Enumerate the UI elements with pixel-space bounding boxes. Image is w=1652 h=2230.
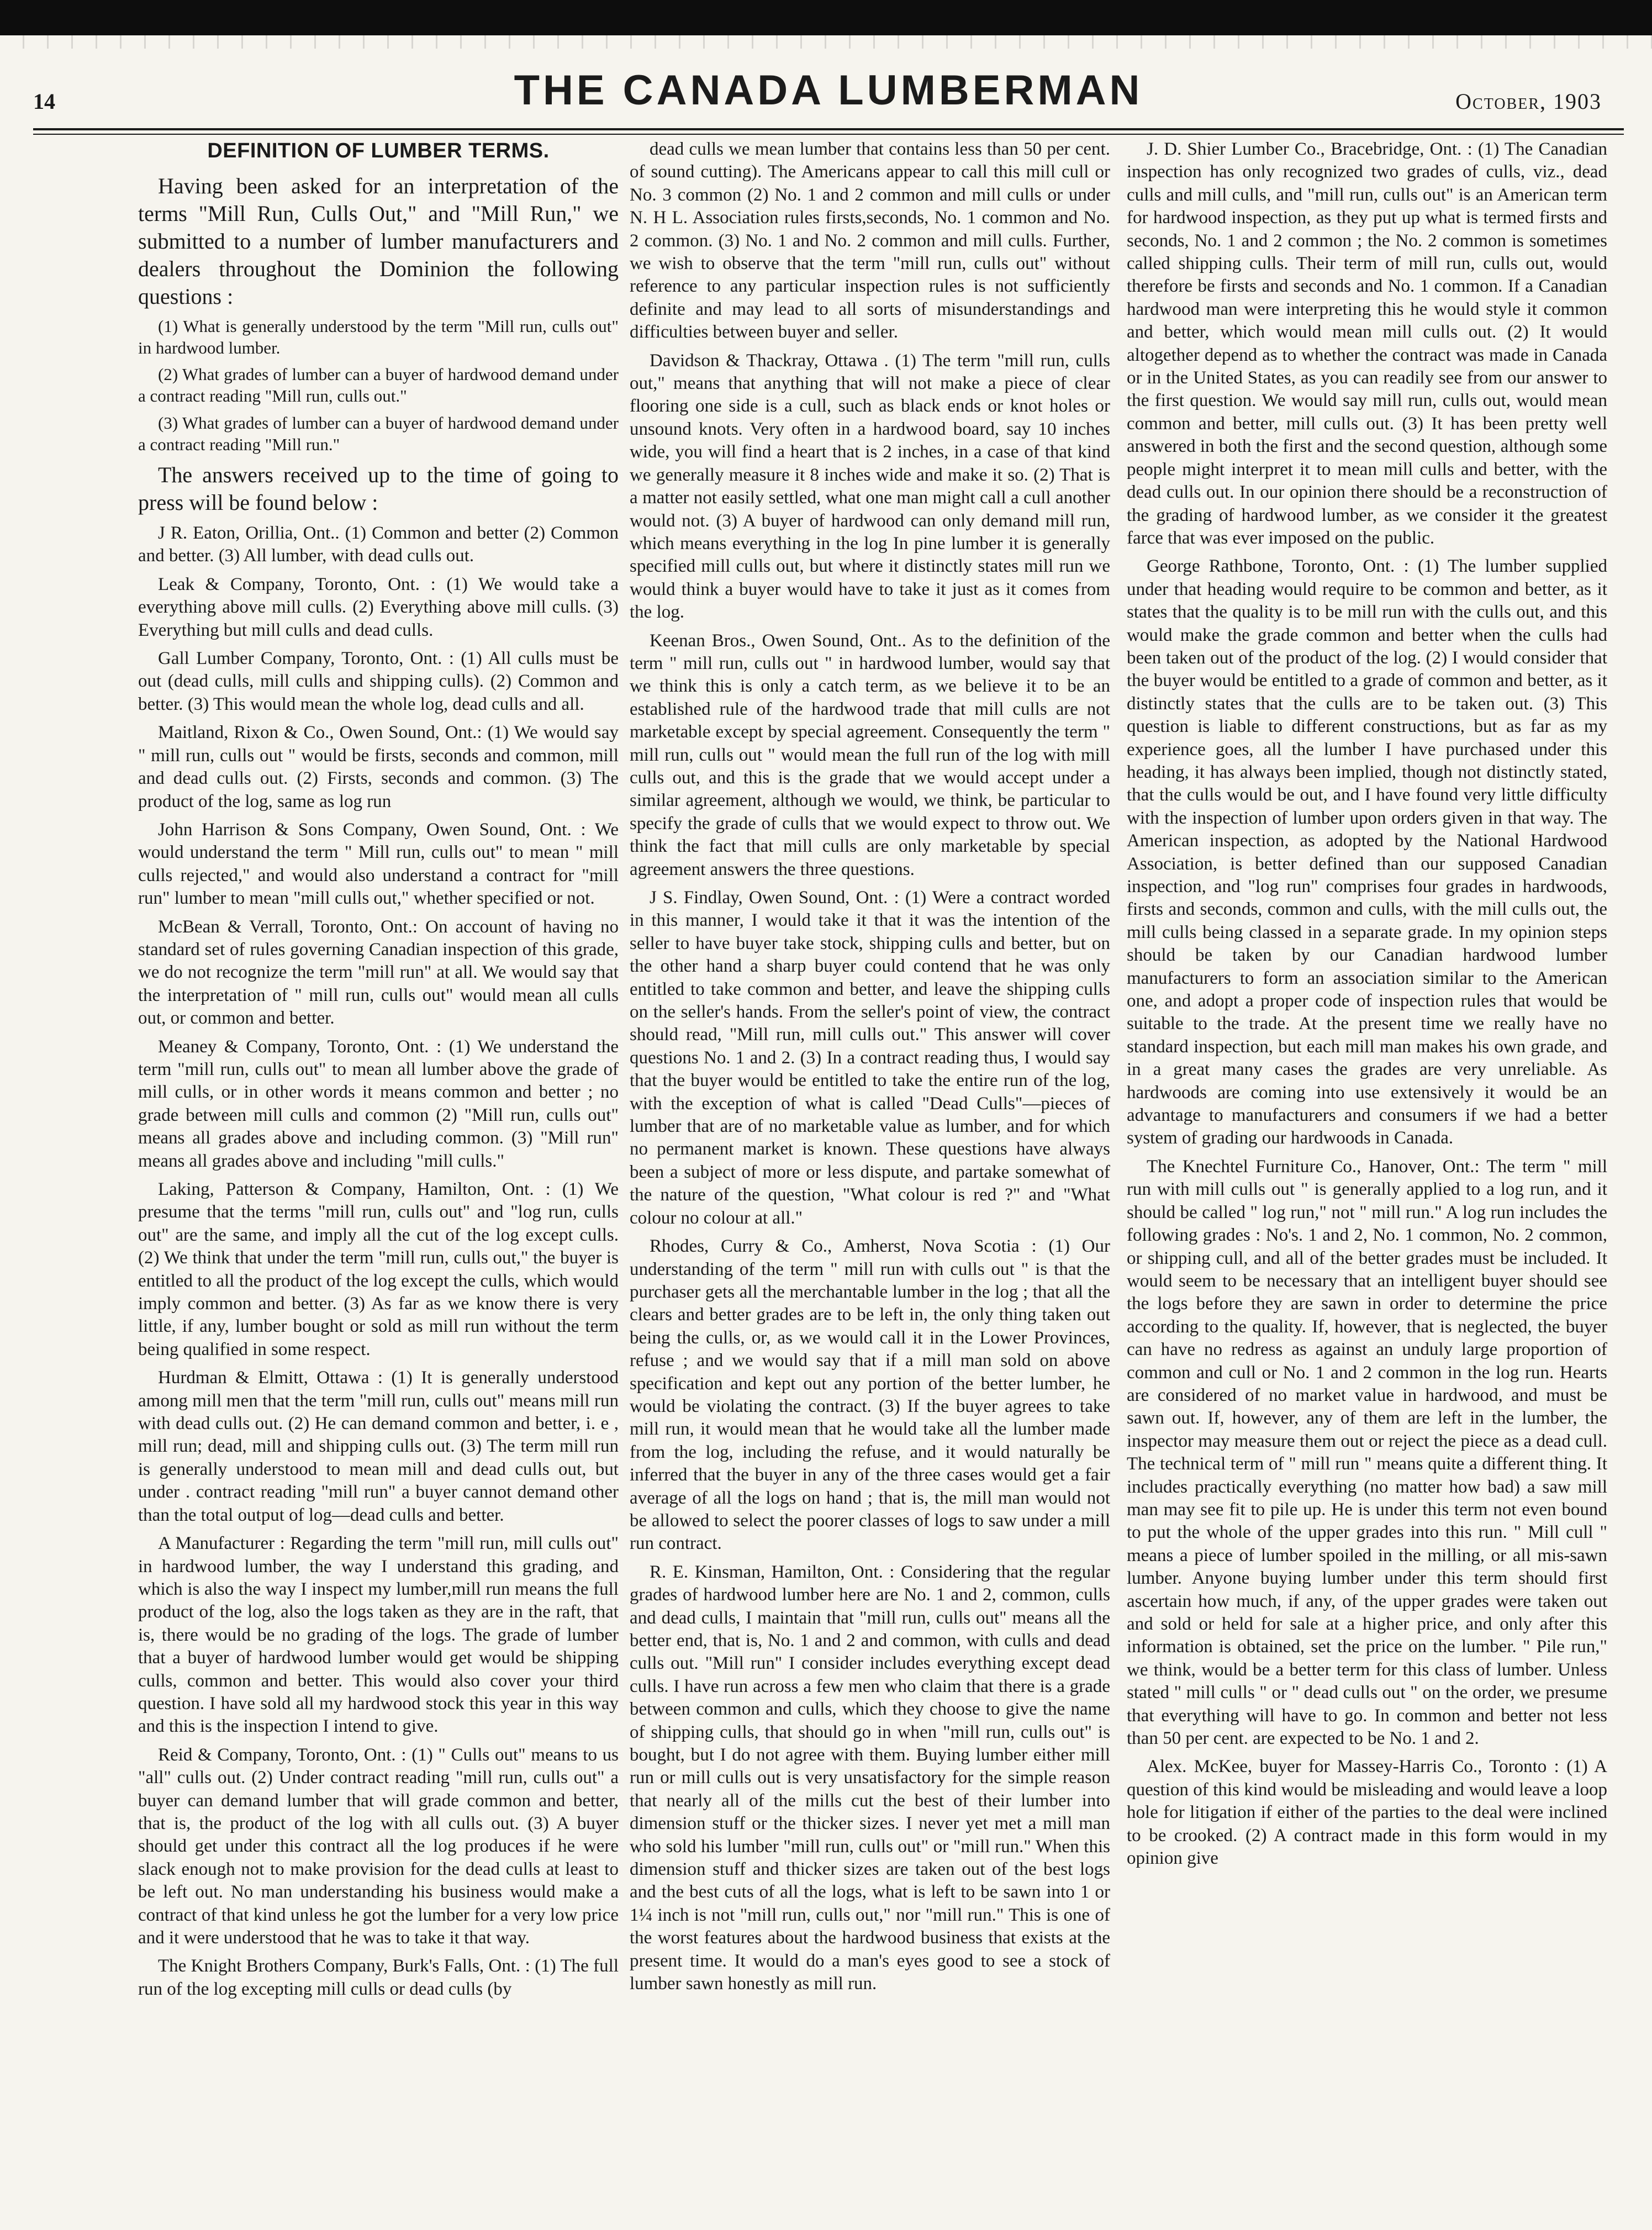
answer-paragraph: A Manufacturer : Regarding the term "mill run, mill culls out" in hardwood lumber, the way I understand this grading, and which is also the way I inspect my lumber,mill run means the full product of the log, also the logs taken as they are in the raft, that is, there would be no grading of the logs. The grade of lumber that a buyer of hardwood lumber would get would be shipping culls, common and better. This would also cover your third question. I have sold all my hardwood stock this year in this way and this is the inspection I intend to give.: [138, 1533, 619, 1737]
column-1: [138, 138, 619, 2204]
answer-paragraph: J S. Findlay, Owen Sound, Ont. : (1) Were a contract worded in this manner, I would take it that it was the intention of the seller to have buyer take stock, shipping culls and better, but on the other hand a sharp buyer could contend that he was only entitled to take common and better, and leave the shipping culls on the seller's hands. From the seller's point of view, the contract should read, "Mill run, mill culls out." This answer will cover questions No. 1 and 2. (3) In a contract reading thus, I would say that the buyer would be entitled to take the entire run of the log, with the exception of what is called "Dead Culls"—pieces of lumber that are of no marketable value as lumber, and for which no permanent market is known. These questions have always been a subject of more or less dispute, and partake somewhat of the nature of the question, "What colour is red ?" and "What colour no colour at all.": [630, 888, 1110, 1228]
answer-paragraph: Davidson & Thackray, Ottawa . (1) The term "mill run, culls out," means that anything that will not make a piece of clear flooring one side is a cull, such as black ends or knot holes or unsound knots. Very often in a hardwood board, say 10 inches wide, you will find a heart that is 2 inches, in a case of that kind we generally measure it 8 inches wide and make it so. (2) That is a matter not easily settled, what one man might call a cull another would not. (3) A buyer of hardwood can only demand mill run, which means everything in the log In pine lumber it is generally specified mill culls out, but where it distinctly states mill run we would think a buyer would have to take it just as it comes from the log.: [630, 350, 1110, 623]
column-1-body: [138, 522, 619, 2001]
answer-paragraph: J R. Eaton, Orillia, Ont.. (1) Common and better (2) Common and better. (3) All lumber, with dead culls out.: [138, 523, 619, 566]
masthead-title: THE CANADA LUMBERMAN: [514, 67, 1143, 114]
answer-paragraph: Maitland, Rixon & Co., Owen Sound, Ont.: (1) We would say " mill run, culls out " would be firsts, seconds and common, mill and dead culls out. (2) Firsts, seconds and common. (3) The product of the log, same as log run: [138, 723, 619, 811]
scan-noise: [0, 35, 1652, 49]
issue-date: October, 1903: [1455, 89, 1602, 114]
question-item: (2) What grades of lumber can a buyer of hardwood demand under a contract reading "Mill run, culls out.": [138, 365, 619, 406]
header-rule: [33, 128, 1624, 130]
question-item: (1) What is generally understood by the term "Mill run, culls out" in hardwood lumber.: [138, 316, 619, 357]
answer-paragraph: Rhodes, Curry & Co., Amherst, Nova Scotia : (1) Our understanding of the term " mill run with culls out " is that the purchaser gets all the merchantable lumber in the log ; that all the clears and better grades are to be left in, the only thing taken out being the culls, or, as we would call it in the Lower Provinces, refuse ; and we would say that if a mill man sold on above specification and kept out any portion of the better lumber, he would be violating the contract. (3) If the buyer agrees to take mill run, it would mean that he would take all the lumber made from the log, including the refuse, and it would naturally be inferred that the buyer in any of the three cases would get a fair average of all the logs on hand ; that is, the mill man would not be allowed to select the poorer classes of logs to saw under a mill run contract.: [630, 1236, 1110, 1554]
answer-paragraph: McBean & Verrall, Toronto, Ont.: On account of having no standard set of rules governing Canadian inspection of this grade, we do not recognize the term "mill run" at all. We would say that the interpretation of " mill run, culls out" would mean all culls out, or common and better.: [138, 916, 619, 1029]
questions-list: [138, 316, 619, 456]
answer-paragraph: Hurdman & Elmitt, Ottawa : (1) It is generally understood among mill men that the term "mill run, culls out" means mill run with dead culls out. (2) He can demand common and better, i. e , mill run; dead, mill and shipping culls out. (3) The term mill run is generally understood to mean mill and dead culls out, but under . contract reading "mill run" a buyer cannot demand other than the total output of log—dead culls and better.: [138, 1368, 619, 1525]
column-2: [630, 138, 1110, 2204]
answer-paragraph: John Harrison & Sons Company, Owen Sound, Ont. : We would understand the term " Mill run, culls out" to mean " mill culls rejected," and would also understand a contract for "mill run" lumber to mean "mill culls out," whether specified or not.: [138, 819, 619, 909]
answer-paragraph: Keenan Bros., Owen Sound, Ont.. As to the definition of the term " mill run, culls out " in hardwood lumber, would say that we think this is only a catch term, as we believe it to be an established rule of the hardwood trade that mill culls are not marketable except by special agreement. Consequently the term " mill run, culls out " would mean the full run of the log with mill culls out, and this is the grade that we would accept under a similar agreement, although we would, we think, be particular to specify the grade of culls that we would expect to throw out. We think the fact that mill culls are only marketable by special agreement answers the three questions.: [630, 630, 1110, 879]
article-title: DEFINITION OF LUMBER TERMS.: [207, 139, 550, 162]
answer-paragraph: J. D. Shier Lumber Co., Bracebridge, Ont. : (1) The Canadian inspection has only recognized two grades of culls, viz., dead culls and mill culls, and "mill run, culls out" is an American term for hardwood inspection, as they put up what is termed firsts and seconds, No. 1 and 2 common ; the No. 2 common is sometimes called shipping culls. Their term of mill run, culls out, would therefore be firsts and seconds and No. 1 common. If a Canadian hardwood man were interpreting this he would style it common and better, which would mean mill culls out. (2) It would altogether depend as to whether the contract was made in Canada or in the United States, as you can readily see from our answer to the first question. We would say mill run, culls out, would mean common and better, mill culls out. (3) It has been pretty well answered in both the first and the second question, although some people might interpret it to mean mill culls and better, with the dead culls out. In our opinion there should be a reconstruction of the grading of hardwood lumber, as we consider it the greatest farce that was ever imposed on the public.: [1127, 139, 1607, 548]
header-rule-thin: [33, 134, 1624, 135]
answer-paragraph: R. E. Kinsman, Hamilton, Ont. : Considering that the regular grades of hardwood lumber here are No. 1 and 2, common, culls and dead culls, I maintain that "mill run, culls out" means all the better end, that is, No. 1 and 2 and common, with culls and dead culls out. "Mill run" I consider includes everything except dead culls. I have run across a few men who claim that there is a grade between common and culls, which they choose to give the name of shipping culls, that should go in when "mill run, culls out" is bought, but I do not agree with them. Buying lumber either mill run or mill culls out is very unsatisfactory for the simple reason that nearly all of the mills cut the best of their lumber into dimension stuff or the thicker sizes. I never yet met a mill man who sold his lumber "mill run, culls out" or "mill run." When this dimension stuff and thicker sizes are taken out of the best logs and the best cuts of all the logs, what is left to be sawn into 1 or 1¼ inch is not "mill run, culls out," nor "mill run." This is one of the worst features about the hardwood business that exists at the present time. It would do a man's eyes good to see a stock of lumber sawn honestly as mill run.: [630, 1562, 1110, 1994]
page-header: [33, 66, 1624, 127]
column-3: [1127, 138, 1607, 2204]
answer-paragraph: Alex. McKee, buyer for Massey-Harris Co., Toronto : (1) A question of this kind would be misleading and would leave a loop hole for litigation if either of the parties to the deal were inclined to be crooked. (2) A contract made in this form would in my opinion give: [1127, 1757, 1607, 1869]
scan-top-band: [0, 0, 1652, 35]
answer-paragraph: Meaney & Company, Toronto, Ont. : (1) We understand the term "mill run, culls out" to mean all lumber above the grade of mill culls, or in other words it means common and better ; no grade between mill culls and common (2) "Mill run, culls out" means all grades above and including common. (3) "Mill run" means all grades above and including "mill culls.": [138, 1036, 619, 1171]
answer-paragraph: The Knechtel Furniture Co., Hanover, Ont.: The term " mill run with mill culls out " is generally applied to a log run, and it should be called " log run," not " mill run." A log run includes the following grades : No's. 1 and 2, No. 1 common, No. 2 common, or shipping cull, and all of the better grades must be included. It would seem to be necessary that an intelligent buyer should see the logs before they are sawn in order to determine the price according to the quality. If, however, that is neglected, the buyer can have no redress as against an unduly large proportion of common and cull or No. 1 and 2 common in the log run. Hearts are considered of no market value in hardwood, and must be sawn out. If, however, any of them are left in the lumber, the inspector may measure them out or reject the piece as a dead cull. The technical term of " mill run " means quite a different thing. It includes practically everything (no matter how bad) a saw mill man may see fit to pile up. He is under this term not even bound to put the whole of the upper grades into this run. " Mill cull " means a piece of lumber spoiled in the milling, or all mis-sawn lumber. Anyone buying lumber under this term should first ascertain how much, if any, of the upper grades were taken out and sold or held for sale at a higher price, and only after this information is obtained, set the price on the lumber. " Pile run," we think, would be a better term for this class of lumber. Unless stated " mill culls " or " dead culls out " on the order, we presume that everything will have to go. In common and better not less than 50 per cent. are expected to be No. 1 and 2.: [1127, 1156, 1607, 1749]
article-intro: Having been asked for an interpretation of the terms "Mill Run, Culls Out," and "Mill Run," we submitted to a number of lumber manufacturers and dealers throughout the Dominion the following questions :: [138, 173, 619, 309]
question-item: (3) What grades of lumber can a buyer of hardwood demand under a contract reading "Mill run.": [138, 413, 619, 455]
answer-paragraph: The Knight Brothers Company, Burk's Falls, Ont. : (1) The full run of the log excepting mill culls or dead culls (by: [138, 1956, 619, 1999]
answers-intro: The answers received up to the time of going to press will be found below :: [138, 462, 619, 515]
answer-paragraph: Reid & Company, Toronto, Ont. : (1) " Culls out" means to us "all" culls out. (2) Under contract reading "mill run, culls out" a buyer can demand lumber that will grade common and better, that is, the product of the log with all culls out. (3) A buyer should get under this contract all the log produces if he were slack enough not to make provision for the dead culls at least to be left out. No man understanding his business would make a contract of that kind unless he got the lumber for a very low price and it were understood that he was to take it that way.: [138, 1744, 619, 1948]
column-3-body: [1127, 138, 1607, 1870]
answer-paragraph: George Rathbone, Toronto, Ont. : (1) The lumber supplied under that heading would require to be common and better, as it states that the quality is to be mill run with the culls out, and this would make the grade common and better when the culls had been taken out of the product of the log. (2) I would consider that the buyer would be entitled to a grade of common and better, as it distinctly states that the culls are to be taken out. (3) This question is liable to different constructions, but as far as my experience goes, all the lumber I have purchased under this heading, it has always been implied, though not distinctly stated, that the culls would be out, and I have found very little difficulty with the inspection of lumber upon orders given in that way. The American inspection, as adopted by the National Hardwood Association, is better defined than our supposed Canadian inspection, and "log run" comprises four grades in hardwoods, firsts and seconds, common and culls, with the mill culls out, the mill culls being classed in a separate grade. In my opinion steps should be taken by our Canadian hardwood lumber manufacturers to form an association similar to the American one, and adopt a proper code of inspection rules that would be suitable to the trade. At the present time we really have no standard inspection, but each mill man makes his own grade, and in a great many cases the grades are very unreliable. As hardwoods are coming into use extensively it would be an advantage to manufacturers and consumers if we had a better system of grading our hardwoods in Canada.: [1127, 556, 1607, 1148]
answer-paragraph: Leak & Company, Toronto, Ont. : (1) We would take a everything above mill culls. (2) Everything above mill culls. (3) Everything but mill culls and dead culls.: [138, 574, 619, 640]
column-2-body: [630, 138, 1110, 1996]
answer-paragraph: Laking, Patterson & Company, Hamilton, Ont. : (1) We presume that the terms "mill run, culls out" and "log run, culls out" are the same, and imply all the cut of the log except culls. (2) We think that under the term "mill run, culls out," the buyer is entitled to all the product of the log except the culls, which would imply common and better. (3) As far as we know there is very little, if any, lumber bought or sold as mill run without the term being qualified in some respect.: [138, 1179, 619, 1359]
answer-paragraph: dead culls we mean lumber that contains less than 50 per cent. of sound cutting). The Americans appear to call this mill cull or No. 3 common (2) No. 1 and 2 common and mill culls or under N. H L. Association rules firsts,seconds, No. 1 common and No. 2 common. (3) No. 1 and No. 2 common and mill culls. Further, we wish to observe that the term "mill run, culls out" without reference to any particular inspection rules is not sufficiently definite and may lead to all sorts of misunderstandings and difficulties between buyer and seller.: [630, 139, 1110, 342]
answer-paragraph: Gall Lumber Company, Toronto, Ont. : (1) All culls must be out (dead culls, mill culls and shipping culls). (2) Common and better. (3) This would mean the whole log, dead culls and all.: [138, 649, 619, 714]
page-number: 14: [33, 89, 55, 114]
